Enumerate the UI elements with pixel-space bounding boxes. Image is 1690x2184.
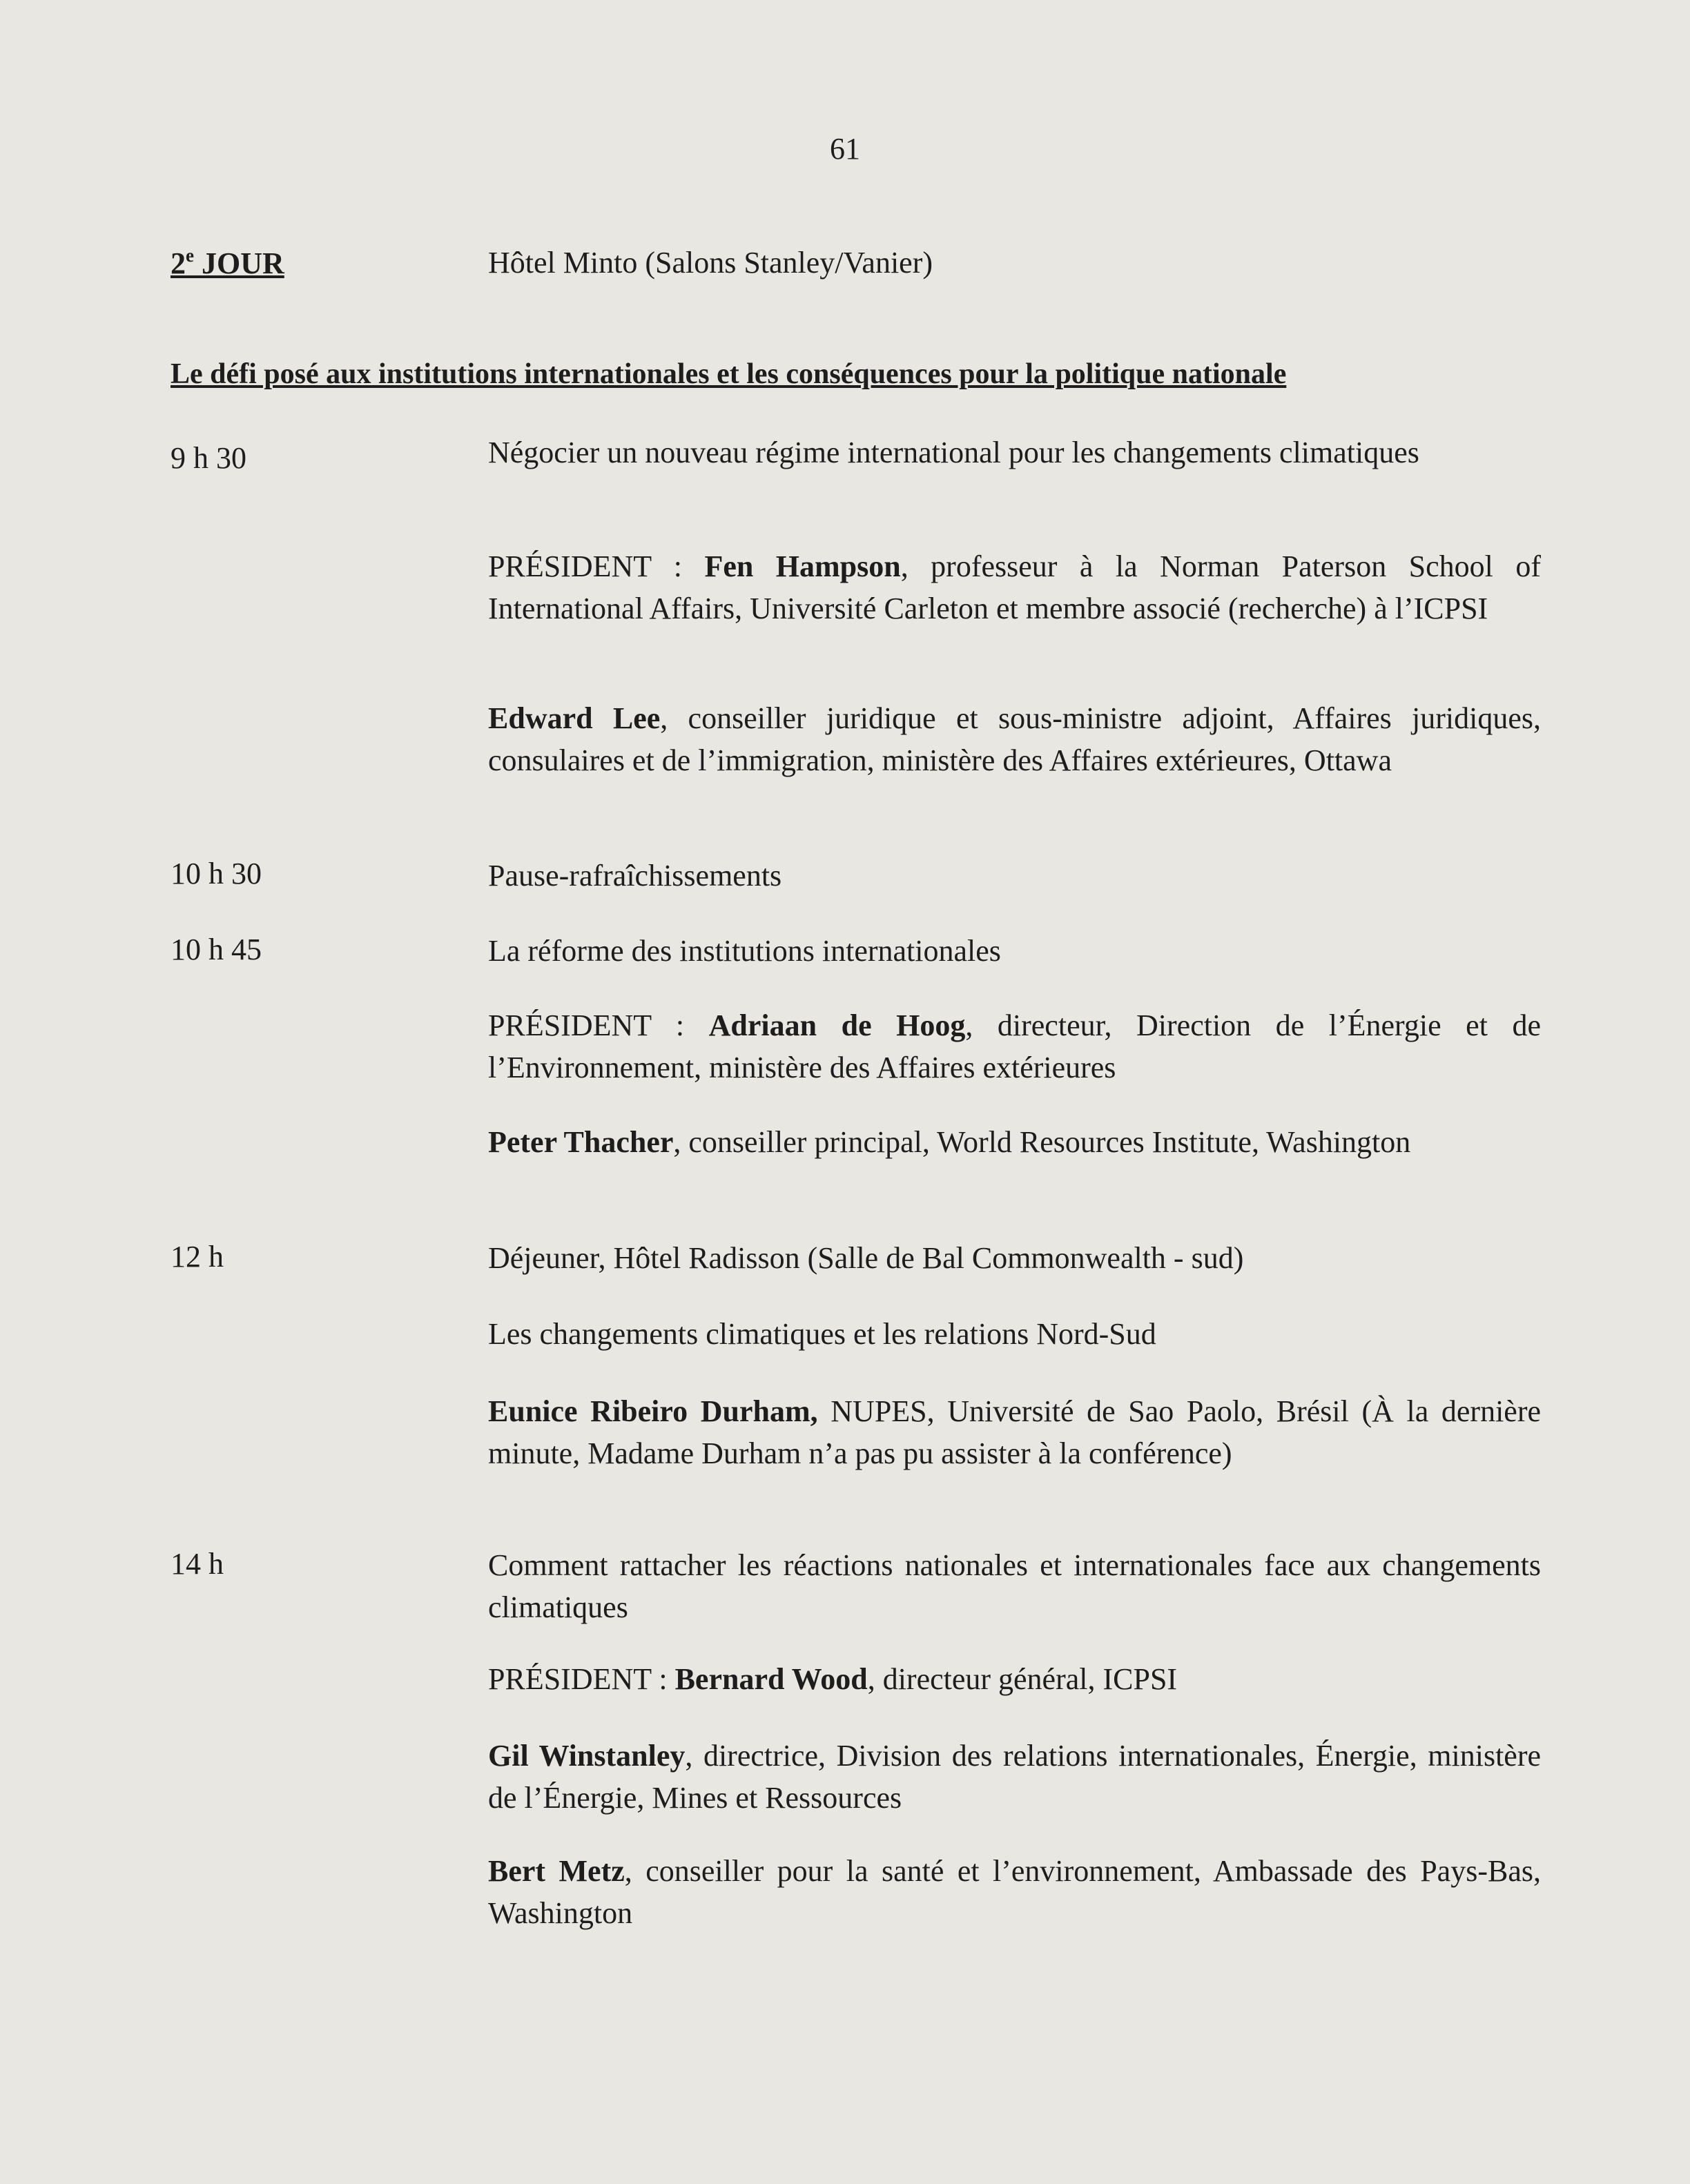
person-name: Adriaan de Hoog bbox=[708, 1008, 966, 1042]
person-affiliation: , conseiller principal, World Resources Institute, Washington bbox=[673, 1125, 1411, 1159]
page-number: 61 bbox=[830, 132, 860, 166]
person-name: Gil Winstanley bbox=[488, 1739, 686, 1773]
chair-entry bbox=[488, 1004, 1541, 1089]
session-title: La réforme des institutions internationales bbox=[488, 934, 1001, 968]
session-title: Déjeuner, Hôtel Radisson (Salle de Bal Commonwealth - sud) bbox=[488, 1241, 1244, 1275]
speaker-entry bbox=[488, 1850, 1541, 1934]
time-slot: 12 h bbox=[171, 1240, 224, 1274]
speaker-entry bbox=[488, 1390, 1541, 1474]
time-slot: 10 h 45 bbox=[171, 933, 262, 966]
chair-entry bbox=[488, 545, 1541, 630]
day-heading bbox=[171, 245, 284, 281]
person-affiliation: NUPES, Université de Sao Paolo, Brésil (À la dernière minute, Madame Durham n’a pas pu assister à la conférence) bbox=[488, 1394, 1542, 1470]
time-slot: 14 h bbox=[171, 1547, 224, 1581]
chair-label: PRÉSIDENT : bbox=[488, 1008, 709, 1042]
time-slot: 9 h 30 bbox=[171, 441, 246, 475]
person-affiliation: , directeur général, ICPSI bbox=[867, 1662, 1178, 1696]
person-affiliation: , directrice, Division des relations internationales, Énergie, ministère de l’Énergie, Mines et Ressources bbox=[488, 1739, 1541, 1815]
chair-label: PRÉSIDENT : bbox=[488, 549, 705, 583]
session-title: Négocier un nouveau régime international pour les changements climatiques bbox=[488, 436, 1419, 469]
person-name: Bernard Wood bbox=[674, 1662, 868, 1696]
speaker-entry bbox=[488, 1735, 1541, 1819]
session-title: Les changements climatiques et les relations Nord-Sud bbox=[488, 1317, 1156, 1351]
person-affiliation: , conseiller pour la santé et l’environnement, Ambassade des Pays-Bas, Washington bbox=[488, 1854, 1541, 1930]
person-name: Edward Lee bbox=[488, 701, 661, 735]
chair-entry bbox=[488, 1658, 1541, 1700]
section-title: Le défi posé aux institutions internationales et les conséquences pour la politique nationale bbox=[171, 358, 1287, 390]
chair-label: PRÉSIDENT : bbox=[488, 1662, 675, 1696]
day-location: Hôtel Minto (Salons Stanley/Vanier) bbox=[488, 246, 933, 280]
day-suffix: e bbox=[186, 245, 194, 266]
person-name: Fen Hampson bbox=[704, 549, 901, 583]
person-affiliation: , professeur à la Norman Paterson School of International Affairs, Université Carleton et membre associé (recherche) à l’ICPSI bbox=[488, 549, 1541, 625]
day-number: 2 bbox=[171, 246, 186, 280]
time-slot: 10 h 30 bbox=[171, 857, 262, 890]
session-title: Comment rattacher les réactions nationales et internationales face aux changements climatiques bbox=[488, 1548, 1541, 1624]
day-word: JOUR bbox=[193, 246, 284, 280]
session-title: Pause-rafraîchissements bbox=[488, 859, 782, 893]
person-affiliation: , conseiller juridique et sous-ministre adjoint, Affaires juridiques, consulaires et de l’immigration, ministère des Affaires extérieures, Ottawa bbox=[488, 701, 1541, 777]
speaker-entry bbox=[488, 697, 1541, 781]
person-name: Peter Thacher bbox=[488, 1125, 674, 1159]
person-affiliation: , directeur, Direction de l’Énergie et de l’Environnement, ministère des Affaires extérieures bbox=[488, 1008, 1541, 1084]
person-name: Bert Metz bbox=[488, 1854, 625, 1888]
speaker-entry bbox=[488, 1121, 1541, 1163]
person-name: Eunice Ribeiro Durham, bbox=[488, 1394, 818, 1428]
